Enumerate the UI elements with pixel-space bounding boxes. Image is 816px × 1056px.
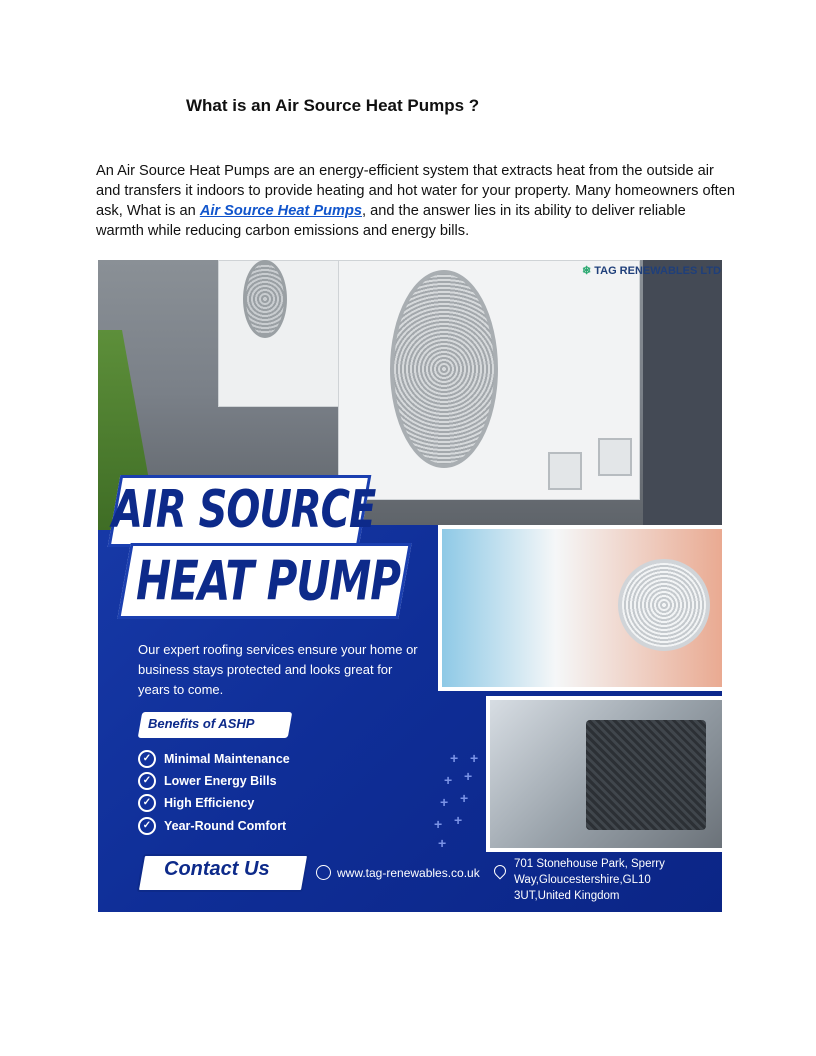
plus-decoration: + (434, 816, 443, 832)
page-title: What is an Air Source Heat Pumps ? (186, 96, 480, 115)
website-info (316, 865, 480, 880)
headline-line1: AIR SOURCE (112, 480, 376, 540)
plus-decoration: + (470, 750, 479, 766)
leaf-logo-icon: ❄ (582, 265, 592, 277)
check-circle-icon: ✓ (138, 817, 156, 835)
plus-decoration: + (440, 794, 449, 810)
plus-decoration: + (438, 835, 447, 851)
dark-heat-pump-unit (586, 720, 706, 830)
fan-grille-small (243, 260, 287, 338)
paragraph-text-start: An Air Source Heat Pumps are an energy-efficient system that extracts heat from the outside air and transfers it indoors to provide heating and hot water for your property. Many homeowners often ask, What is an (96, 163, 735, 219)
unit-handle (548, 452, 582, 490)
contact-us-label[interactable]: Contact Us (164, 858, 270, 880)
fan-grille-large (390, 270, 498, 468)
check-circle-icon: ✓ (138, 772, 156, 790)
address-text: 701 Stonehouse Park, Sperry Way,Gloucestershire,GL10 3UT,United Kingdom (514, 858, 665, 902)
benefit-text: High Efficiency (164, 796, 255, 810)
globe-icon (316, 865, 331, 880)
benefit-item (138, 817, 286, 835)
benefit-text: Minimal Maintenance (164, 752, 290, 766)
company-logo (582, 264, 721, 277)
ac-fan (618, 559, 710, 651)
wall (643, 260, 722, 525)
benefit-item (138, 750, 290, 768)
plus-decoration: + (450, 750, 459, 766)
air-source-heat-pumps-link[interactable]: Air Source Heat Pumps (199, 203, 363, 219)
benefit-text: Lower Energy Bills (164, 774, 277, 788)
unit-handle (598, 438, 632, 476)
plus-decoration: + (460, 790, 469, 806)
banner-description: Our expert roofing services ensure your home or business stays protected and looks great for years to come. (138, 642, 418, 697)
benefit-text: Year-Round Comfort (164, 819, 287, 833)
intro-paragraph (96, 161, 736, 241)
location-pin-icon (492, 863, 509, 880)
plus-decoration: + (444, 772, 453, 788)
snowy-heat-pump-photo (486, 696, 722, 852)
indoor-ac-photo (438, 525, 722, 691)
check-circle-icon: ✓ (138, 750, 156, 768)
plus-decoration: + (464, 768, 473, 784)
check-circle-icon: ✓ (138, 794, 156, 812)
website-text: www.tag-renewables.co.uk (337, 865, 480, 880)
benefits-title: Benefits of ASHP (148, 716, 255, 731)
logo-text: TAG RENEWABLES LTD (594, 265, 721, 277)
plus-decoration: + (454, 812, 463, 828)
benefit-item (138, 794, 254, 812)
benefit-item (138, 772, 277, 790)
paragraph-text-end: , and the answer lies in its ability to deliver reliable warmth while reducing carbon emissions and energy bills. (96, 203, 686, 239)
headline-line2: HEAT PUMP (136, 549, 401, 613)
promo-banner-image (98, 260, 722, 912)
